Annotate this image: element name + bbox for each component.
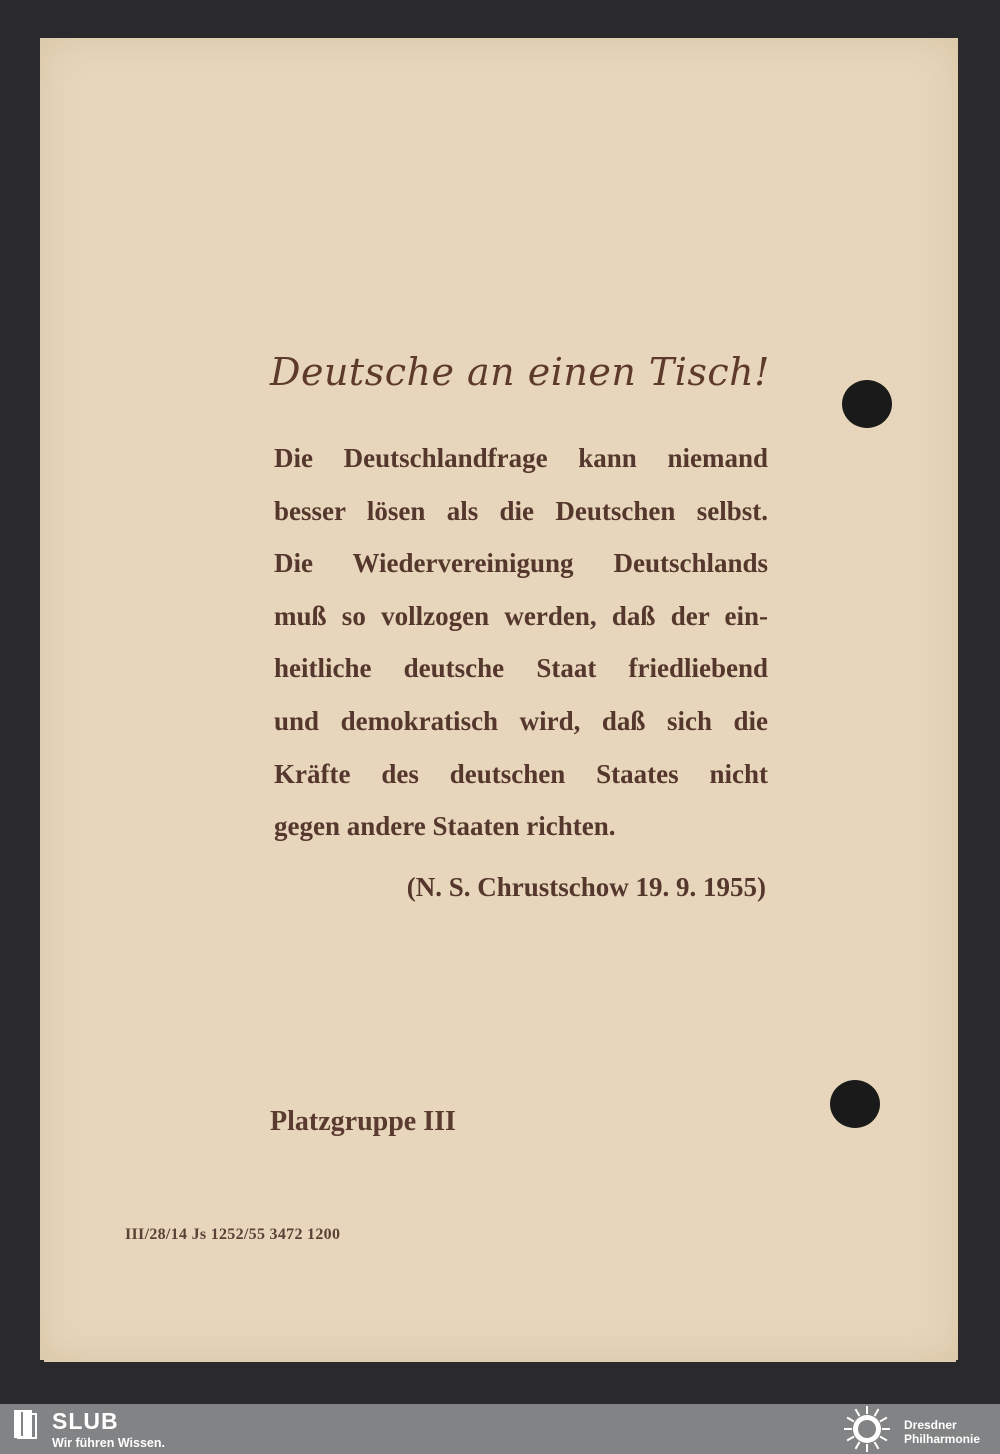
quote-line: Die Deutschlandfrage kann niemand (274, 443, 768, 473)
dresdner-philharmonie-sunburst-icon[interactable] (842, 1405, 892, 1453)
quote-line: besser lösen als die Deutschen selbst. (274, 495, 768, 526)
quote-line: heitliche deutsche Staat friedliebend (274, 653, 768, 684)
slub-tagline: Wir führen Wissen. (52, 1436, 165, 1450)
seat-group-label: Platzgruppe III (270, 1106, 456, 1137)
slub-book-icon[interactable] (12, 1408, 40, 1440)
quote-line: muß so vollzogen werden, daß der ein- (274, 600, 768, 631)
dp-name-line2: Philharmonie (904, 1432, 981, 1446)
print-code: III/28/14 Js 1252/55 3472 1200 (125, 1226, 341, 1243)
quote-citation: (N. S. Chrustschow 19. 9. 1955) (406, 872, 766, 902)
punch-hole-bottom (830, 1080, 880, 1128)
slub-brand[interactable]: SLUB (52, 1408, 119, 1434)
punch-hole-top (842, 380, 892, 428)
quote-line: Die Wiedervereinigung Deutschlands (274, 548, 768, 579)
quote-line: und demokratisch wird, daß sich die (274, 705, 768, 736)
slogan-title: Deutsche an einen Tisch! (270, 350, 770, 394)
quote-line: gegen andere Staaten richten. (274, 811, 616, 842)
dresdner-philharmonie-brand[interactable] (904, 1418, 980, 1446)
quote-text (274, 432, 768, 853)
quote-line: Kräfte des deutschen Staates nicht (274, 758, 768, 789)
dp-name-line1: Dresdner (904, 1418, 957, 1432)
